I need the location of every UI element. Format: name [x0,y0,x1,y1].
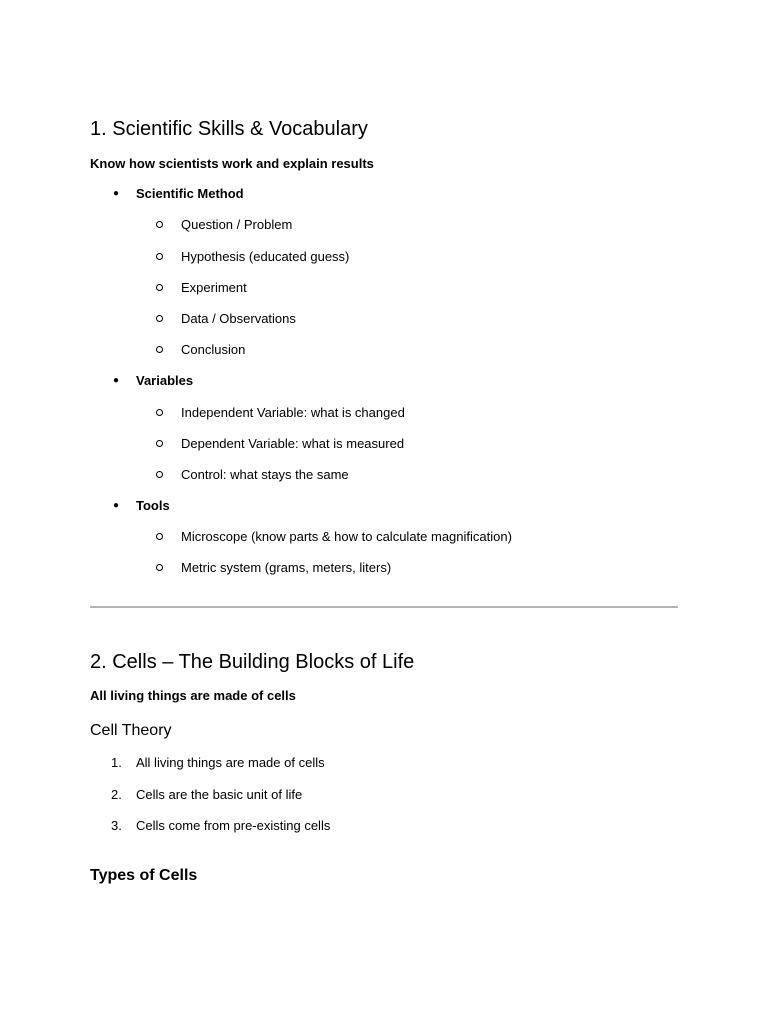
sub-bullet-icon [156,253,163,260]
list-number: 1. [111,755,122,770]
list-item: Question / Problem [181,217,293,232]
sub-bullet-icon [156,471,163,478]
cell-theory-heading: Cell Theory [90,722,172,739]
list-item: Independent Variable: what is changed [181,405,405,420]
sub-bullet-icon [156,284,163,291]
types-of-cells-heading: Types of Cells [90,867,198,884]
list-item: Data / Observations [181,311,296,326]
list-item: Control: what stays the same [181,467,349,482]
list-number: 3. [111,818,122,833]
sub-bullet-icon [156,221,163,228]
list-item: Cells are the basic unit of life [136,787,303,802]
bullet-icon: ● [113,188,120,199]
list-item: Cells come from pre-existing cells [136,818,331,833]
sub-bullet-icon [156,409,163,416]
sub-bullet-icon [156,346,163,353]
list-item: All living things are made of cells [136,755,325,770]
section1-title: 1. Scientific Skills & Vocabulary [90,118,368,140]
bullet-icon: ● [113,375,120,386]
sub-bullet-icon [156,564,163,571]
list-item: Dependent Variable: what is measured [181,436,405,451]
sub-bullet-icon [156,440,163,447]
list-number: 2. [111,787,122,802]
list-item-tools: Tools [136,498,170,513]
list-item: Microscope (know parts & how to calculate magnification) [181,529,512,544]
bullet-icon: ● [113,500,120,511]
sub-bullet-icon [156,533,163,540]
list-item: Experiment [181,280,247,295]
section1-subtitle: Know how scientists work and explain results [90,156,374,171]
sub-bullet-icon [156,315,163,322]
list-item: Hypothesis (educated guess) [181,249,350,264]
list-item: Metric system (grams, meters, liters) [181,560,392,575]
section-divider [90,606,678,608]
section2-subtitle: All living things are made of cells [90,688,296,703]
list-item: Conclusion [181,342,246,357]
list-item-variables: Variables [136,373,194,388]
list-item-scientific-method: Scientific Method [136,186,244,201]
section2-title: 2. Cells – The Building Blocks of Life [90,651,415,673]
